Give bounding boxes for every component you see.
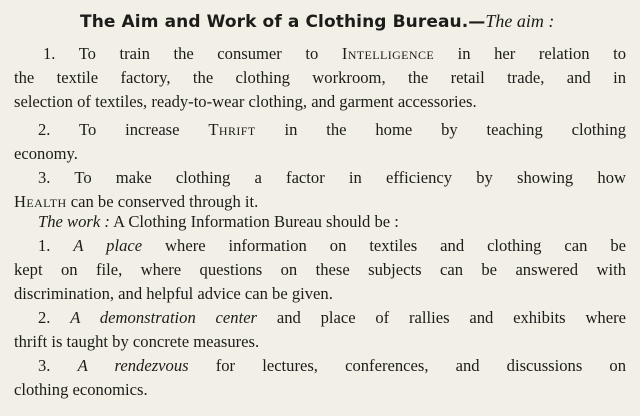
aim-item-2-line-2: economy. bbox=[14, 144, 78, 163]
work-item-3 bbox=[14, 354, 626, 402]
aim-item-3 bbox=[14, 166, 626, 214]
aim-item-1-line-1: 1. To train the consumer to Intelligence in her relation to bbox=[43, 44, 626, 63]
aim-item-1 bbox=[14, 42, 626, 114]
section-title: The Aim and Work of a Clothing Bureau.— bbox=[80, 12, 486, 32]
work-item-3-line-2: clothing economics. bbox=[14, 380, 148, 399]
aim-item-2-line-1: 2. To increase Thrift in the home by teaching clothing bbox=[38, 120, 626, 139]
work-item-3-line-1: 3. A rendezvous for lectures, conferences, and discussions on bbox=[38, 356, 627, 375]
aim-item-3-line-2: Health can be conserved through it. bbox=[14, 192, 259, 211]
work-item-1-line-1: 1. A place where information on textiles and clothing can be bbox=[38, 236, 627, 255]
aim-item-3-line-1: 3. To make clothing a factor in efficiency by showing how bbox=[38, 168, 626, 187]
work-label: The work : bbox=[38, 212, 110, 231]
work-item-2-line-2: thrift is taught by concrete measures. bbox=[14, 332, 260, 351]
aim-label: The aim : bbox=[485, 11, 555, 31]
aim-item-1-line-2: the textile factory, the clothing workroom, the retail trade, and in bbox=[14, 68, 626, 87]
work-intro bbox=[14, 210, 626, 234]
work-item-2-line-1: 2. A demonstration center and place of rallies and exhibits where bbox=[38, 308, 626, 327]
work-item-1-line-2: kept on file, where questions on these subjects can be answered with bbox=[14, 260, 626, 279]
work-intro-text: A Clothing Information Bureau should be : bbox=[109, 212, 399, 231]
work-item-1-line-3: discrimination, and helpful advice can be given. bbox=[14, 284, 333, 303]
section-heading bbox=[80, 10, 620, 33]
aim-item-2 bbox=[14, 118, 626, 166]
aim-item-1-line-3: selection of textiles, ready-to-wear clothing, and garment accessories. bbox=[14, 92, 477, 111]
work-item-1 bbox=[14, 234, 626, 306]
work-item-2 bbox=[14, 306, 626, 354]
